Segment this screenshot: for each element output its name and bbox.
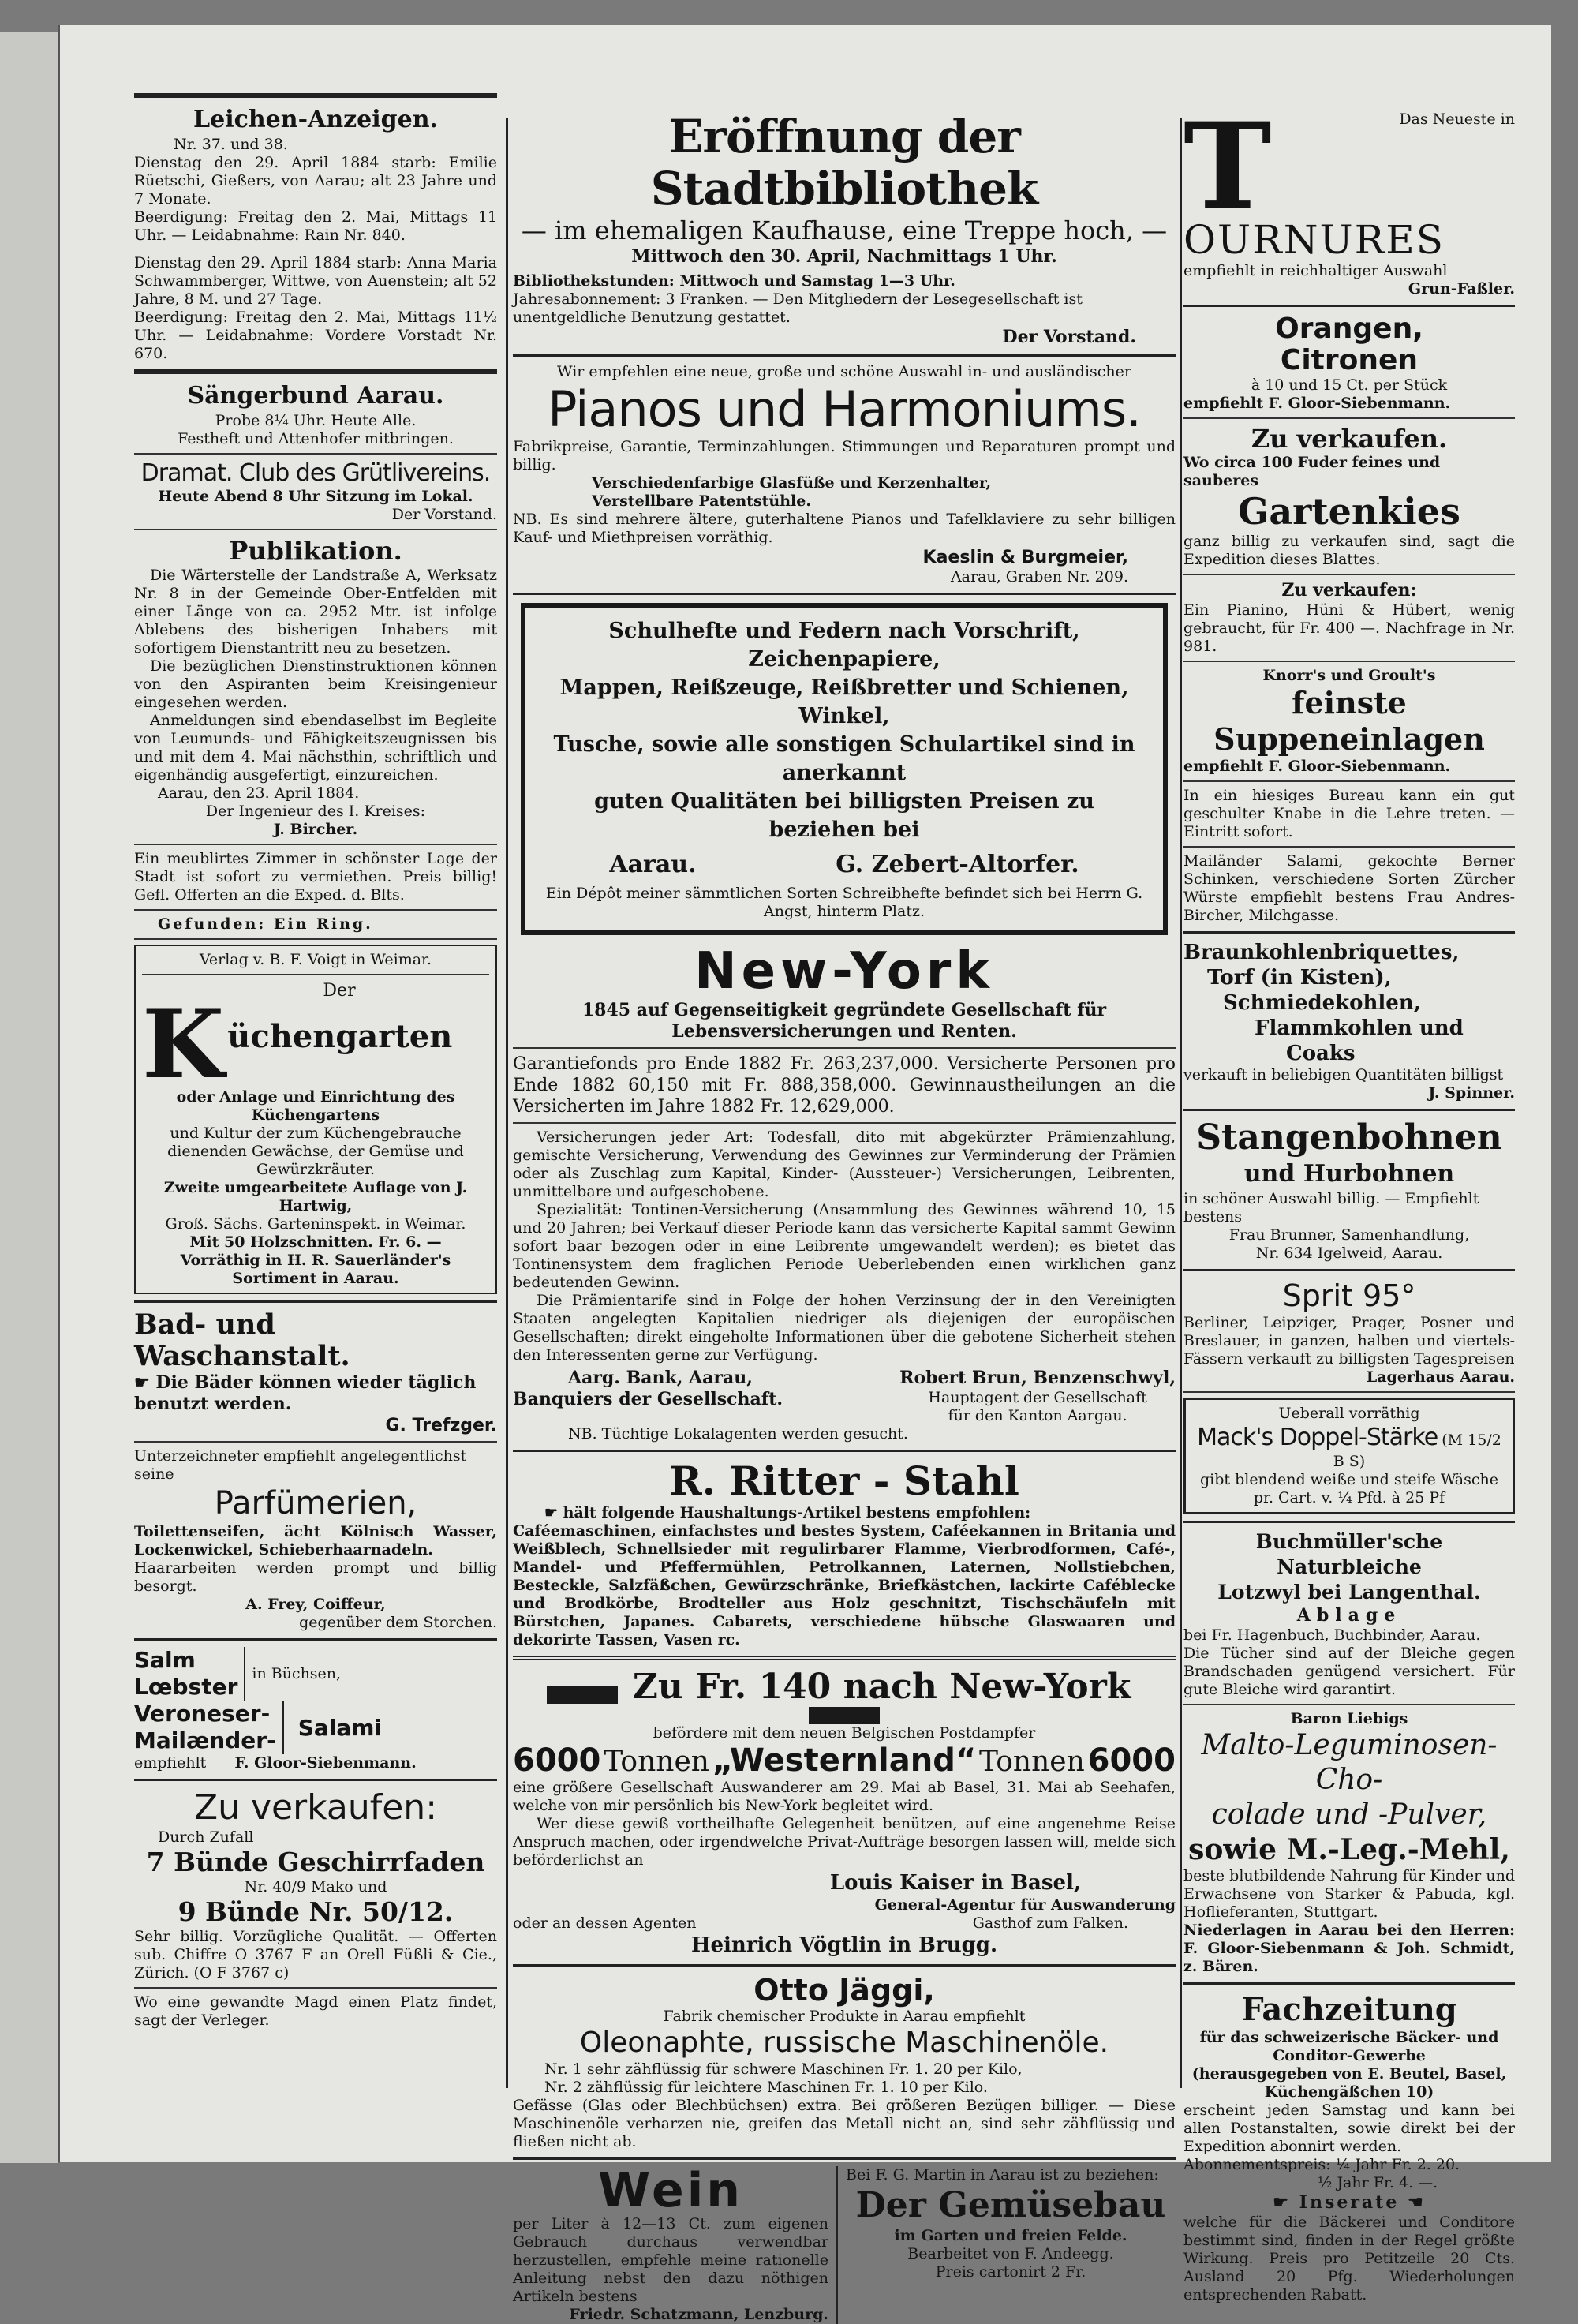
ad-text: ½ Jahr Fr. 4. —.	[1318, 2174, 1438, 2191]
subheading: Lotzwyl bei Langenthal.	[1217, 1581, 1481, 1604]
notice-text: Beerdigung: Freitag den 2. Mai, Mittags 11 Uhr. — Leidabnahme: Rain Nr. 840.	[134, 208, 497, 244]
ad-text: oder an dessen Agenten	[513, 1914, 697, 1932]
ad-signature: gegenüber dem Storchen.	[299, 1614, 497, 1631]
ad-date: Mittwoch den 30. April, Nachmittags 1 Uhr.	[631, 246, 1057, 267]
ad-text: Fabrikpreise, Garantie, Terminzahlungen. Stimmungen und Reparaturen prompt und billig.	[513, 438, 1176, 473]
saengerbund-ad	[134, 380, 497, 448]
ad-text: Berliner, Leipziger, Prager, Posner und Breslauer, in ganzen, halben und viertels-Fässern verkauft zu billigsten Tagespreisen	[1184, 1314, 1515, 1368]
ad-text: Anmeldungen sind ebendaselbst im Begleite von Leumunds- und Fähigkeitszeugnissen bis und mit dem 4. Mai nächsthin, schriftlich und eigenhändig ausgefertigt, einzureichen.	[134, 712, 497, 784]
divider	[134, 1987, 497, 1989]
ad-text: verkauft in beliebigen Quantitäten billigst	[1184, 1066, 1504, 1083]
starch-title-row	[1192, 1423, 1506, 1471]
ad-signature: A. Frey, Coiffeur,	[245, 1596, 386, 1613]
drop-cap: T	[1184, 110, 1272, 236]
heading: Zu verkaufen.	[1251, 424, 1448, 454]
divider	[134, 938, 497, 940]
ad-text: guten Qualitäten bei billigsten Preisen zu beziehen bei	[594, 789, 1094, 842]
ad-signature	[134, 1754, 497, 1772]
right-column	[1184, 87, 1515, 2304]
notice-text: Beerdigung: Freitag den 2. Mai, Mittags 11½ Uhr. — Leidabnahme: Vordere Vorstadt Nr. 670.	[134, 309, 497, 362]
ad-signature: Der Ingenieur des I. Kreises:	[205, 803, 426, 820]
heading: colade und -Pulver,	[1211, 1798, 1487, 1831]
bottom-ads	[513, 2163, 1176, 2324]
subheading: im Garten und freien Felde.	[894, 2227, 1127, 2244]
agents-row	[513, 1368, 1176, 1425]
dramat-club-ad	[134, 459, 497, 524]
ad-text: per Liter à 12—13 Ct. zum eigenen Gebrauch durchaus verwendbar herzustellen, empfehle meine rationelle Anleitung nebst den dazu nöthigen Artikeln bestens	[513, 2215, 828, 2305]
title-text: üchengarten	[227, 1018, 453, 1055]
product: Oleonaphte, russische Maschinenöle.	[579, 2026, 1109, 2059]
divider	[1184, 305, 1515, 307]
perfume-ad	[134, 1447, 497, 1632]
heading: Leichen-Anzeigen.	[193, 106, 438, 133]
ad-text: Sehr billig. Vorzügliche Qualität. — Offerten sub. Chiffre O 3767 F an Orell Füßli & Cie., Zürich. (O F 3767 c)	[134, 1928, 497, 1982]
ad-signature: Der Vorstand.	[1002, 327, 1136, 347]
ad-signature: J. Bircher.	[273, 821, 358, 838]
divider	[1184, 574, 1515, 575]
ad-text: ganz billig zu verkaufen sind, sagt die Expedition dieses Blattes.	[1184, 533, 1515, 568]
heading: OURNURES	[1184, 217, 1445, 263]
subheading: Fabrik chemischer Produkte in Aarau empfiehlt	[663, 2008, 1026, 2025]
ad-signature: empfiehlt F. Gloor-Siebenmann.	[1184, 758, 1451, 775]
seller: F. Gloor-Siebenmann.	[234, 1754, 417, 1772]
ad-signature: Friedr. Schatzmann, Lenzburg.	[569, 2306, 828, 2323]
divider	[1184, 846, 1515, 848]
ship-word: Tonnen	[604, 1746, 709, 1778]
heading: Stangenbohnen	[1196, 1117, 1502, 1158]
ad-text: ☛ Inserate ☚	[1273, 2192, 1426, 2213]
heading: Zu verkaufen:	[193, 1787, 438, 1828]
ad-signature: Louis Kaiser in Basel,	[829, 1871, 1081, 1895]
ad-text: eine größere Gesellschaft Auswanderer am 29. Mai ab Basel, 31. Mai ab Seehafen, welche von mir persönlich bis New-York begleitet wird.	[513, 1779, 1176, 1814]
divider	[1184, 780, 1515, 782]
divider	[513, 1047, 1176, 1049]
ad-item: Schmiedekohlen,	[1223, 991, 1421, 1015]
divider	[134, 1779, 497, 1781]
heading: Malto-Leguminosen-Cho-	[1201, 1729, 1498, 1796]
ad-text: NB. Es sind mehrere ältere, guterhaltene Pianos und Tafelklaviere zu sehr billigen Kauf- und Miethpreisen vorräthig.	[513, 511, 1176, 546]
divider	[513, 1122, 1176, 1124]
divider	[134, 909, 497, 911]
item-name: Veroneser-	[134, 1701, 271, 1727]
ad-text: Verstellbare Patentstühle.	[592, 492, 811, 510]
empf-label: empfiehlt	[134, 1754, 207, 1772]
heading: Buchmüller'sche Naturbleiche	[1255, 1530, 1443, 1578]
coal-ad	[1184, 940, 1515, 1102]
ad-text: Caféemaschinen, einfachstes und bestes System, Caféekannen in Britania und Weißblech, Schnellsieder mit regulirbarer Flamme, Vierbrodformen, Café-, Mandel- und Pfeffermühlen, Petrolkannen, Laternen, Nollstiebchen, Besteckle, Salzfäßchen, Gewürzschränke, Briefkästchen, lackirte Caféblecke und Brodkörbe, Brodteller aus Holz geschnitzt, Tischschäufeln mit Bürstchen, Japanes. Cabarets, verschiedene hübsche Glaswaaren und dekorirte Tassen, Vasen rc.	[513, 1522, 1176, 1649]
ad-item: 7 Bünde Geschirrfaden	[146, 1847, 485, 1877]
middle-column	[513, 87, 1176, 2324]
divider	[134, 1441, 497, 1443]
divider	[1184, 1521, 1515, 1523]
divider	[142, 974, 489, 975]
ad-signature: G. Trefzger.	[385, 1416, 497, 1435]
ad-signature: Kaeslin & Burgmeier,	[922, 548, 1128, 567]
ad-text: Tusche, sowie alle sonstigen Schulartikel sind in anerkannt	[553, 732, 1135, 785]
drop-cap: K	[142, 1001, 225, 1088]
heading: Dramat. Club des Grütlivereins.	[140, 459, 491, 487]
agent-bank	[513, 1368, 783, 1425]
ad-text: bei Fr. Hagenbuch, Buchbinder, Aarau.	[1184, 1626, 1481, 1644]
divider	[513, 354, 1176, 357]
ad-signature: General-Agentur für Auswanderung	[874, 1896, 1176, 1914]
ad-text: Verschiedenfarbige Glasfüße und Kerzenhalter,	[592, 474, 992, 492]
ad-text: Unterzeichneter empfiehlt angelegentlichst seine	[134, 1447, 467, 1483]
heading: Wein	[597, 2163, 744, 2218]
bath-ad	[134, 1309, 497, 1436]
ad-text: ☛ Die Bäder können wieder täglich benutzt werden.	[134, 1372, 477, 1414]
ad-item: Braunkohlenbriquettes,	[1184, 941, 1460, 964]
ad-text: (herausgegeben von E. Beutel, Basel, Küchengäßchen 10)	[1191, 2065, 1507, 2101]
agent-row	[513, 1914, 1176, 1933]
subheading: für das schweizerische Bäcker- und Conditor-Gewerbe	[1199, 2029, 1499, 2064]
ad-signature: Nr. 634 Igelweid, Aarau.	[1255, 1244, 1443, 1262]
ship-line	[513, 1742, 1176, 1779]
ad-text: Niederlagen in Aarau bei den Herren: F. Gloor-Siebenmann & Joh. Schmidt, z. Bären.	[1184, 1922, 1515, 1975]
ad-text: Preis cartonirt 2 Fr.	[935, 2263, 1086, 2281]
ad-text: Die Prämientarife sind in Folge der hohen Verzinsung der in den Vereinigten Staaten angelegten Kapitalien niedriger als diejenigen der europäischen Gesellschaften; direkt eingeholte Informationen über die gebotene Sicherheit stehen den Interessenten gerne zur Verfügung.	[513, 1292, 1176, 1364]
salami-ad: Mailänder Salami, gekochte Berner Schinken, verschiedene Sorten Zürcher Würste empfiehlt bestens Frau Andres-Bircher, Milchgasse.	[1184, 852, 1515, 924]
tonnage: 6000	[513, 1742, 601, 1779]
ad-text: beste blutbildende Nahrung für Kinder und Erwachsene von Starker & Pabuda, kgl. Hoflieferanten, Stuttgart.	[1184, 1867, 1515, 1921]
heading: Sprit 95°	[1282, 1278, 1416, 1313]
decorative-bar	[809, 1707, 880, 1724]
soup-ad	[1184, 667, 1515, 776]
ad-signature: Grun-Faßler.	[1408, 280, 1515, 298]
item-name: Salami	[297, 1714, 383, 1741]
beans-ad	[1184, 1117, 1515, 1263]
ad-text: Heute Abend 8 Uhr Sitzung im Lokal.	[158, 488, 473, 505]
heading: R. Ritter - Stahl	[669, 1458, 1019, 1504]
heading: Pianos und Harmoniums.	[548, 380, 1141, 438]
wine-ad	[513, 2163, 838, 2324]
heading: Publikation.	[229, 536, 402, 566]
ad-date: Aarau, den 23. April 1884.	[158, 784, 360, 802]
divider	[1184, 1704, 1515, 1705]
pianino-ad	[1184, 580, 1515, 656]
heading: Der Gemüsebau	[855, 2185, 1166, 2225]
divider	[1184, 1391, 1515, 1393]
ad-signature: empfiehlt F. Gloor-Siebenmann.	[1184, 395, 1451, 412]
ad-signature: G. Zebert-Altorfer.	[836, 851, 1079, 878]
ad-text: Das Neueste in	[1399, 110, 1515, 128]
book-title	[142, 1001, 489, 1088]
subheading: — im ehemaligen Kaufhause, eine Treppe hoch, —	[521, 215, 1168, 245]
divider	[134, 844, 497, 845]
heading: Citronen	[1280, 344, 1419, 376]
item-name: Lœbster	[134, 1674, 238, 1700]
divider	[1184, 1269, 1515, 1271]
ad-item: 9 Bünde Nr. 50/12.	[178, 1896, 454, 1927]
heading: Mack's Doppel-Stärke	[1197, 1424, 1438, 1451]
for-sale-ad	[134, 1787, 497, 1982]
ad-text: Der	[323, 981, 356, 1001]
agent-brun	[899, 1368, 1176, 1425]
ad-text: Haararbeiten werden prompt und billig besorgt.	[134, 1559, 497, 1595]
agent-role: Hauptagent der Gesellschaft	[928, 1389, 1147, 1406]
gravel-ad	[1184, 424, 1515, 569]
heading: Parfümerien,	[214, 1485, 417, 1521]
divider	[134, 529, 497, 530]
divider	[134, 93, 497, 98]
ad-text: Bei F. G. Martin in Aarau ist zu beziehen:	[846, 2166, 1159, 2184]
ad-text: ☛ hält folgende Haushaltungs-Artikel bestens empfohlen:	[544, 1504, 1031, 1521]
ad-text: Ein Pianino, Hüni & Hübert, wenig gebraucht, für Fr. 400 —. Nachfrage in Nr. 981.	[1184, 601, 1515, 655]
divider	[134, 1300, 497, 1303]
ad-text: Vorräthig in H. R. Sauerländer's Sortiment in Aarau.	[180, 1252, 451, 1287]
ad-text: Toilettenseifen, ächt Kölnisch Wasser, Lockenwickel, Schieberhaarnadeln.	[134, 1523, 497, 1559]
ad-text: Wo circa 100 Fuder feines und sauberes	[1184, 454, 1441, 489]
notice-number: Nr. 37. und 38.	[174, 136, 288, 153]
heading: Bad- und Waschanstalt.	[134, 1308, 350, 1372]
agent-name: Aarg. Bank, Aarau,	[568, 1368, 753, 1388]
ad-text: Versicherungen jeder Art: Todesfall, dito mit abgekürzter Prämienzahlung, gemischte Versicherung, Verwendung des Gewinnes zur Verminderung der Prämien oder als Zuschlag zum Kapital, Kinder- (Aussteuer-) Versicherungen, Leibrenten, unmittelbare und aufgeschobene.	[513, 1128, 1176, 1200]
ad-text: Die Tücher sind auf der Bleiche gegen Brandschaden genügend versichert. Für gute Bleiche wird garantirt.	[1184, 1645, 1515, 1698]
tournures-ad	[1184, 110, 1515, 298]
agent-role: für den Kanton Aargau.	[948, 1407, 1127, 1424]
ad-text: Bibliothekstunden: Mittwoch und Samstag 1—3 Uhr.	[513, 272, 955, 290]
divider	[134, 1638, 497, 1641]
found-notice: Gefunden: Ein Ring.	[158, 915, 373, 933]
ad-text: erscheint jeden Samstag und kann bei allen Postanstalten, sowie direkt bei der Expedition abonnirt werden.	[1184, 2101, 1515, 2155]
ad-text: in Büchsen,	[252, 1664, 342, 1682]
salami-names	[134, 1701, 284, 1754]
ad-text: Gefässe (Glas oder Blechbüchsen) extra. Bei größeren Bezügen billiger. — Diese Maschinenöle verharzen nie, greifen das Metall nicht an, sind sehr zähflüssig und fließen nicht ab.	[513, 2097, 1176, 2150]
divider	[513, 2157, 1176, 2160]
ship-word: Tonnen	[979, 1746, 1085, 1778]
ad-text: Die bezüglichen Dienstinstruktionen können von den Aspiranten beim Kreisingenieur eingesehen werden.	[134, 657, 497, 711]
ad-text: welche für die Bäckerei und Conditore bestimmt sind, finden in der Regel größte Wirkung. Preis pro Petitzeile 20 Cts. Ausland 20 Pfg. Wiederholungen entsprechenden Rabatt.	[1184, 2214, 1515, 2303]
ad-text: oder Anlage und Einrichtung des Küchengartens	[176, 1088, 455, 1124]
column-rule	[506, 118, 508, 2088]
ad-text: Baron Liebigs	[1290, 1710, 1408, 1727]
divider	[134, 369, 497, 374]
heading: feinste Suppeneinlagen	[1213, 685, 1485, 757]
ad-text: Ein Dépôt meiner sämmtlichen Sorten Schreibhefte befindet sich bei Herrn G. Angst, hinterm Platz.	[545, 885, 1143, 920]
ad-text: und Kultur der zum Küchengebrauche dienenden Gewächse, der Gemüse und Gewürzkräuter.	[167, 1125, 464, 1178]
ad-signature: Aarau, Graben Nr. 209.	[950, 568, 1128, 586]
ad-text: in schöner Auswahl billig. — Empfiehlt bestens	[1184, 1190, 1479, 1226]
ad-text: Mit 50 Holzschnitten. Fr. 6. —	[189, 1233, 442, 1251]
ad-signature: J. Spinner.	[1428, 1084, 1515, 1102]
subheading: und Hurbohnen	[1243, 1160, 1455, 1188]
subheading: befördere mit dem neuen Belgischen Postdampfer	[653, 1724, 1036, 1742]
apprentice-ad: In ein hiesiges Bureau kann ein gut geschulter Knabe in die Lehre treten. — Eintritt sofort.	[1184, 787, 1515, 840]
oranges-ad	[1184, 313, 1515, 413]
heading-row	[513, 1667, 1176, 1724]
trade-mark: (M 15/2 B S)	[1333, 1431, 1501, 1470]
maid-ad: Wo eine gewandte Magd einen Platz findet, sagt der Verleger.	[134, 1993, 497, 2029]
column-rule	[1180, 118, 1182, 2088]
item-name: Salm	[134, 1647, 196, 1673]
heading: Zu verkaufen:	[1281, 580, 1417, 601]
ad-signature: Der Vorstand.	[391, 506, 497, 523]
ad-text: Mappen, Reißzeuge, Reißbretter und Schienen, Winkel,	[559, 675, 1129, 728]
pianos-ad	[513, 363, 1176, 586]
ad-signature: Frau Brunner, Samenhandlung,	[1228, 1226, 1470, 1244]
salm-ad	[134, 1647, 497, 1772]
ad-text: Groß. Sächs. Garteninspekt. in Weimar.	[165, 1215, 466, 1233]
ad-text: Wir empfehlen eine neue, große und schöne Auswahl in- und ausländischer	[557, 363, 1131, 380]
ad-text: Schulhefte und Federn nach Vorschrift, Zeichenpapiere,	[608, 619, 1080, 672]
ad-text: NB. Tüchtige Lokalagenten werden gesucht.	[568, 1425, 908, 1443]
heading: sowie M.-Leg.-Mehl,	[1188, 1833, 1510, 1866]
ad-item: Gartenkies	[1238, 490, 1460, 533]
death-notices	[134, 104, 497, 363]
ad-text: Bearbeitet von F. Andeegg.	[907, 2245, 1114, 2262]
ad-text: Gasthof zum Falken.	[972, 1914, 1128, 1932]
heading: Otto Jäggi,	[753, 1973, 935, 2008]
ad-text: à 10 und 15 Ct. per Stück	[1251, 376, 1448, 394]
school-signature-row	[540, 851, 1149, 878]
liebig-ad	[1184, 1710, 1515, 1976]
ad-text: Die Wärterstelle der Landstraße A, Werksatz Nr. 8 in der Gemeinde Ober-Entfelden mit einer Länge von ca. 2952 Mtr. ist infolge Ablebens des bisherigen Inhabers mit sofortigem Dienstantritt neu zu besetzen.	[134, 567, 497, 657]
ad-text: Zweite umgearbeitete Auflage von J. Hartwig,	[163, 1179, 468, 1214]
divider	[1184, 417, 1515, 419]
sprit-ad	[1184, 1278, 1515, 1387]
jaeggi-ad	[513, 1973, 1176, 2151]
ad-text: Nr. 2 zähflüssig für leichtere Maschinen Fr. 1. 10 per Kilo.	[544, 2079, 988, 2096]
ad-text: Knorr's und Groult's	[1262, 667, 1436, 684]
ad-text: Jahresabonnement: 3 Franken. — Den Mitgliedern der Lesegesellschaft ist unentgeldliche Benutzung gestattet.	[513, 290, 1083, 326]
starch-ad	[1184, 1398, 1515, 1514]
divider	[1184, 661, 1515, 662]
emigration-ad	[513, 1667, 1176, 1958]
tonnage: 6000	[1087, 1742, 1176, 1779]
ad-item: Torf (in Kisten),	[1207, 966, 1392, 990]
ad-text: Durch Zufall	[158, 1828, 254, 1846]
divider	[1184, 1982, 1515, 1985]
ad-signature: Heinrich Vögtlin in Brugg.	[690, 1933, 998, 1957]
room-ad: Ein meublirtes Zimmer in schönster Lage der Stadt ist sofort zu vermiethen. Preis billig! Gefl. Offerten an die Exped. d. Blts.	[134, 850, 497, 904]
kuechengarten-ad	[134, 945, 497, 1294]
ad-text: empfiehlt in reichhaltiger Auswahl	[1184, 262, 1448, 279]
ad-text: Ablage	[1296, 1605, 1402, 1626]
bleach-ad	[1184, 1529, 1515, 1699]
library-ad	[513, 110, 1176, 348]
publisher: Verlag v. B. F. Voigt in Weimar.	[199, 951, 432, 968]
salami-row	[134, 1701, 497, 1754]
left-column	[134, 87, 497, 2030]
ad-text: Garantiefonds pro Ende 1882 Fr. 263,237,000. Versicherte Personen pro Ende 1882 60,150 mit Fr. 888,358,000. Gewinnaustheilungen an die Versicherten im Jahre 1882 Fr. 12,629,000.	[513, 1054, 1176, 1117]
decorative-bar	[547, 1686, 618, 1704]
salm-row	[134, 1647, 497, 1701]
agent-role: Banquiers der Gesellschaft.	[513, 1389, 783, 1409]
salm-names	[134, 1647, 245, 1701]
ad-text: Festheft und Attenhofer mitbringen.	[178, 430, 454, 447]
publication-ad	[134, 535, 497, 839]
ad-item: Coaks	[1286, 1042, 1356, 1065]
divider	[513, 593, 1176, 595]
agent-name: Robert Brun, Benzenschwyl,	[899, 1368, 1176, 1388]
ad-signature: Lagerhaus Aarau.	[1366, 1368, 1515, 1386]
school-supplies-ad	[521, 603, 1168, 935]
vegetable-book-ad	[838, 2166, 1176, 2324]
divider	[513, 1450, 1176, 1452]
page-edge	[35, 32, 60, 2163]
ritter-ad	[513, 1458, 1176, 1649]
divider	[1184, 931, 1515, 934]
item-name: Mailænder-	[134, 1727, 276, 1753]
notice-text: Dienstag den 29. April 1884 starb: Anna Maria Schwammberger, Wittwe, von Auenstein; alt 52 Jahre, 8 M. und 27 Tage.	[134, 254, 497, 308]
divider	[1184, 1109, 1515, 1111]
heading: Fachzeitung	[1241, 1991, 1457, 2028]
subheading: 1845 auf Gegenseitigkeit gegründete Gesellschaft für Lebensversicherungen und Renten.	[581, 1000, 1107, 1042]
ad-item: Flammkohlen und	[1255, 1016, 1464, 1040]
ad-text: Wer diese gewiß vortheilhafte Gelegenheit benützen, auf eine angenehme Reise Anspruch machen, oder irgendwelche Privat-Aufträge besorgen lassen will, melde sich beförderlichst an	[513, 1815, 1176, 1869]
divider	[513, 1964, 1176, 1967]
ad-text: Probe 8¼ Uhr. Heute Alle.	[215, 412, 417, 429]
heading: Sängerbund Aarau.	[187, 382, 444, 410]
ad-text: Ueberall vorräthig	[1278, 1405, 1420, 1422]
divider	[513, 1656, 1176, 1660]
ad-text: Spezialität: Tontinen-Versicherung (Ansammlung des Gewinnes während 10, 15 und 20 Jahren; bei Verkauf dieser Periode kann das versicherte Kapital sammt Gewinn sofort baar bezogen oder in eine Leibrente umgewandelt werden); es bietet das Tontinensystem dem fraglichen Periode Ueberlebenden einen wirklichen ganz bedeutenden Gewinn.	[513, 1201, 1176, 1291]
ad-text: Abonnementspreis: ¼ Jahr Fr. 2. 20.	[1184, 2156, 1460, 2173]
divider	[134, 453, 497, 455]
ad-text: Nr. 40/9 Mako und	[244, 1878, 387, 1896]
heading: Orangen,	[1275, 312, 1423, 345]
ad-text: Nr. 1 sehr zähflüssig für schwere Maschinen Fr. 1. 20 per Kilo,	[544, 2060, 1023, 2078]
trade-journal-ad	[1184, 1991, 1515, 2304]
ad-text: pr. Cart. v. ¼ Pfd. à 25 Pf	[1253, 1489, 1445, 1506]
place: Aarau.	[609, 851, 697, 878]
new-york-ad	[513, 943, 1176, 1443]
notice-text: Dienstag den 29. April 1884 starb: Emilie Rüetschi, Gießers, von Aarau; alt 23 Jahre und 7 Monate.	[134, 154, 497, 208]
ad-text: gibt blendend weiße und steife Wäsche	[1200, 1471, 1498, 1488]
heading: New-York	[694, 942, 994, 1001]
ship-name: „Westernland“	[712, 1742, 977, 1779]
heading: Eröffnung der Stadtbibliothek	[650, 110, 1038, 215]
heading: Zu Fr. 140 nach New-York	[632, 1667, 1131, 1707]
